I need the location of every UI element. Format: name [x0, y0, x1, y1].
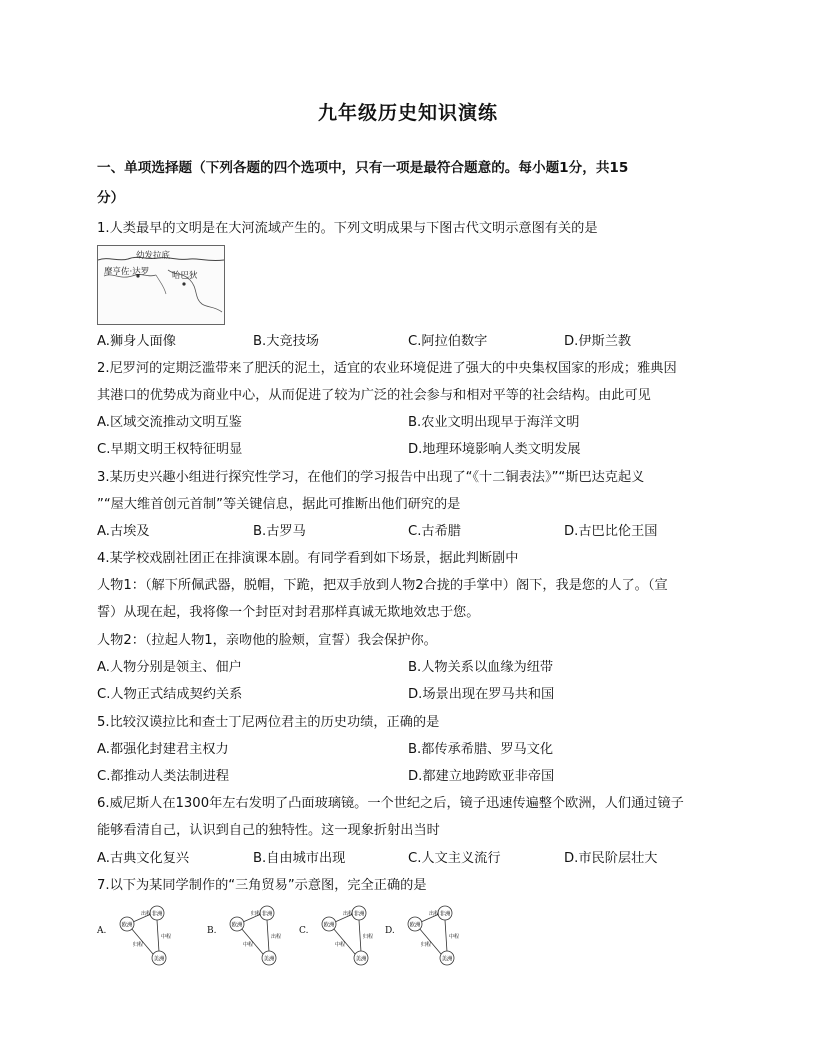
- q7-c-node-3: 美洲: [355, 956, 367, 963]
- q4-option-b: B.人物关系以血缘为纽带: [408, 660, 554, 675]
- q7-diagram-b: [207, 902, 307, 970]
- q3-option-a: A.古埃及: [97, 524, 150, 539]
- q6-option-c: C.人文主义流行: [408, 851, 501, 866]
- q1-option-b: B.大竞技场: [253, 334, 319, 349]
- q7-c-edge-1: 出程: [343, 911, 354, 917]
- q3-option-d: D.古巴比伦王国: [564, 524, 658, 539]
- q7-stem: 7.以下为某同学制作的“三角贸易”示意图，完全正确的是: [97, 878, 427, 893]
- q4-stem: 4.某学校戏剧社团正在排演课本剧。有同学看到如下场景，据此判断剧中: [97, 551, 519, 566]
- q1-option-a: A.狮身人面像: [97, 334, 176, 349]
- q7-d-edge-1: 出程: [429, 911, 440, 917]
- q7-b-edge-3: 中程: [243, 942, 254, 948]
- q7-diagram-a: [97, 902, 197, 970]
- q1-map-label-3: 哈巴狄: [172, 271, 198, 281]
- section-heading-line2: 分）: [97, 190, 125, 206]
- q1-map-image: [97, 245, 225, 325]
- q3-stem-line2: ”“屋大维首创元首制”等关键信息，据此可推断出他们研究的是: [97, 497, 461, 512]
- q1-map-drawing: [98, 246, 224, 324]
- q7-c-edge-3: 中程: [335, 942, 346, 948]
- q4-option-d: D.场景出现在罗马共和国: [408, 687, 555, 702]
- q3-stem-line1: 3.某历史兴趣小组进行探究性学习，在他们的学习报告中出现了“《十二铜表法》”“斯巴达克起义: [97, 470, 645, 485]
- q7-c-node-1: 欧洲: [323, 922, 335, 929]
- q7-a-node-1: 欧洲: [121, 922, 133, 929]
- q7-diagram-b-letter: B.: [207, 926, 217, 936]
- section-heading: [97, 153, 719, 213]
- q6-option-d: D.市民阶层壮大: [564, 851, 658, 866]
- q7-d-edge-2: 中程: [449, 934, 460, 940]
- q2-option-a: A.区域交流推动文明互鉴: [97, 415, 242, 430]
- q7-a-edge-2: 中程: [161, 934, 172, 940]
- q4-option-a: A.人物分别是领主、佃户: [97, 660, 242, 675]
- q1-map-label-2: 摩亨佐·达罗: [104, 267, 150, 277]
- q4-person1-line1: 人物1：（解下所佩武器，脱帽，下跪，把双手放到人物2合拢的手掌中）阁下，我是您的人了。（宣: [97, 578, 668, 593]
- q7-a-edge-3: 归程: [133, 942, 144, 948]
- q5-stem: 5.比较汉谟拉比和查士丁尼两位君主的历史功绩，正确的是: [97, 715, 440, 730]
- q5-option-d: D.都建立地跨欧亚非帝国: [408, 769, 555, 784]
- q7-b-node-3: 美洲: [263, 956, 275, 963]
- q6-option-a: A.古典文化复兴: [97, 851, 190, 866]
- q4-person1-line2: 誓）从现在起，我将像一个封臣对封君那样真诚无欺地效忠于您。: [97, 605, 480, 620]
- q1-option-c: C.阿拉伯数字: [408, 334, 488, 349]
- q3-option-b: B.古罗马: [253, 524, 306, 539]
- q1-map-label-1: 幼发拉底: [136, 251, 171, 261]
- q1-option-d: D.伊斯兰教: [564, 334, 632, 349]
- q7-d-edge-3: 归程: [421, 942, 432, 948]
- q7-diagram-d-letter: D.: [385, 926, 395, 936]
- q7-a-edge-1: 出程: [141, 911, 152, 917]
- q7-a-node-3: 美洲: [153, 956, 165, 963]
- q2-option-c: C.早期文明王权特征明显: [97, 442, 243, 457]
- q7-a-node-2: 非洲: [151, 911, 163, 918]
- q6-stem-line2: 能够看清自己，认识到自己的独特性。这一现象折射出当时: [97, 823, 440, 838]
- q7-diagram-a-letter: A.: [97, 926, 107, 936]
- q7-c-edge-2: 归程: [363, 934, 374, 940]
- page-title: 九年级历史知识演练: [317, 102, 498, 124]
- q7-diagram-d: [385, 902, 485, 970]
- q7-b-edge-2: 出程: [271, 934, 282, 940]
- q7-d-node-2: 非洲: [439, 911, 451, 918]
- q7-c-node-2: 非洲: [353, 911, 365, 918]
- q7-diagram-c-letter: C.: [299, 926, 309, 936]
- q5-option-c: C.都推动人类法制进程: [97, 769, 230, 784]
- section-heading-line1: 一、单项选择题（下列各题的四个选项中，只有一项是最符合题意的。每小题1分，共15: [97, 160, 629, 176]
- q6-stem-line1: 6.威尼斯人在1300年左右发明了凸面玻璃镜。一个世纪之后，镜子迅速传遍整个欧洲，人们通过镜子: [97, 796, 684, 811]
- q5-option-b: B.都传承希腊、罗马文化: [408, 742, 554, 757]
- q7-d-node-1: 欧洲: [409, 922, 421, 929]
- q4-person2: 人物2：（拉起人物1，亲吻他的脸颊，宣誓）我会保护你。: [97, 633, 437, 648]
- q7-b-node-2: 非洲: [261, 911, 273, 918]
- q2-stem-line2: 其港口的优势成为商业中心，从而促进了较为广泛的社会参与和相对平等的社会结构。由此可见: [97, 388, 651, 403]
- q7-diagram-c: [299, 902, 399, 970]
- q2-option-d: D.地理环境影响人类文明发展: [408, 442, 581, 457]
- q6-option-b: B.自由城市出现: [253, 851, 346, 866]
- q4-option-c: C.人物正式结成契约关系: [97, 687, 243, 702]
- q2-stem-line1: 2.尼罗河的定期泛滥带来了肥沃的泥土，适宜的农业环境促进了强大的中央集权国家的形成；雅典因: [97, 361, 677, 376]
- q2-option-b: B.农业文明出现早于海洋文明: [408, 415, 580, 430]
- q7-b-node-1: 欧洲: [231, 922, 243, 929]
- q7-b-edge-1: 归程: [251, 911, 262, 917]
- q5-option-a: A.都强化封建君主权力: [97, 742, 229, 757]
- q3-option-c: C.古希腊: [408, 524, 461, 539]
- q7-d-node-3: 美洲: [441, 956, 453, 963]
- q1-stem: 1.人类最早的文明是在大河流域产生的。下列文明成果与下图古代文明示意图有关的是: [97, 221, 598, 236]
